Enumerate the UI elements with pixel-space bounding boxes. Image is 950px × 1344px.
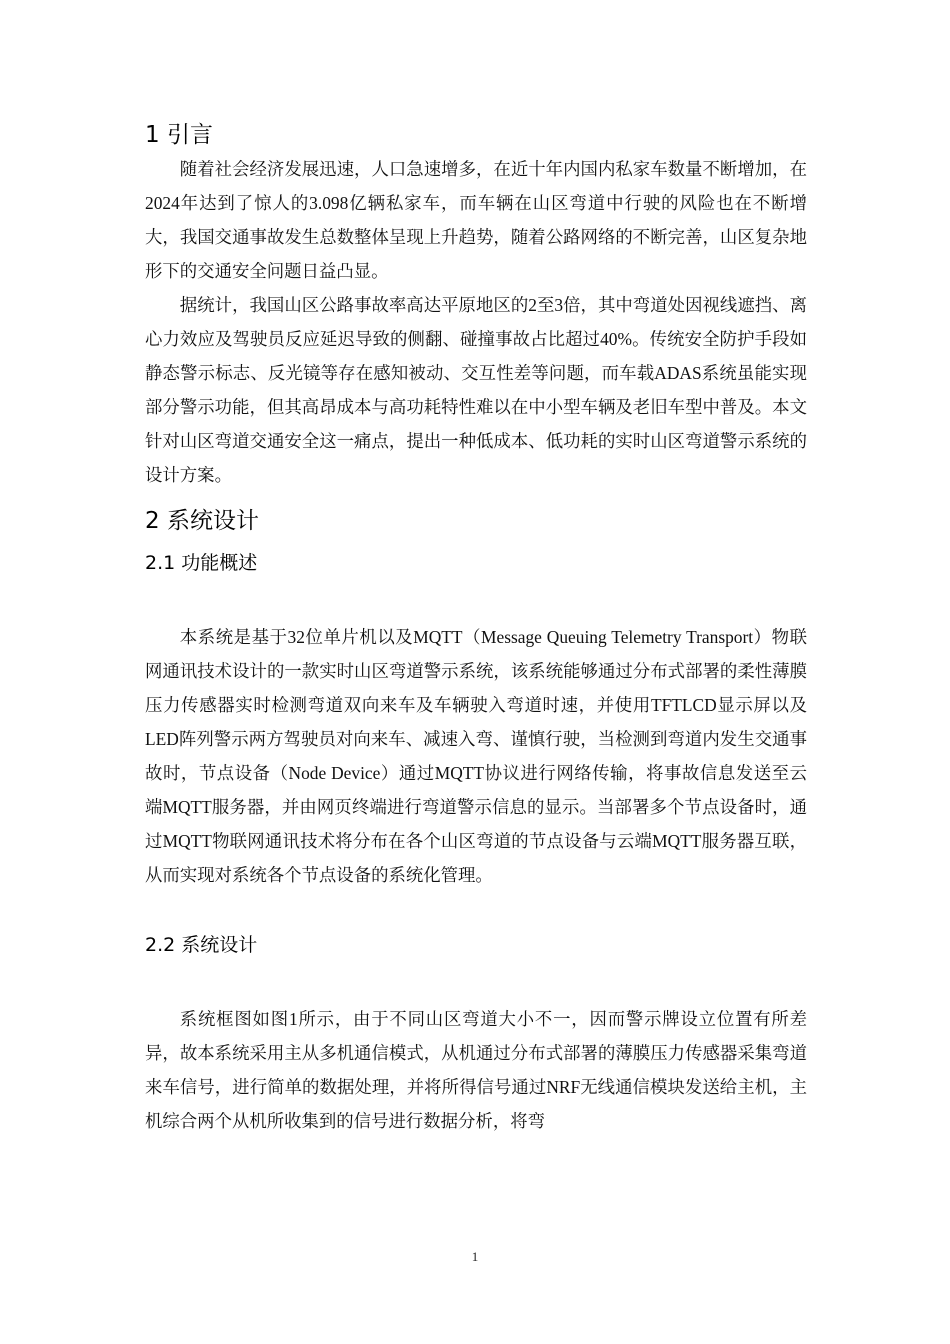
paragraph: 据统计，我国山区公路事故率高达平原地区的2至3倍，其中弯道处因视线遮挡、离心力效应及驾驶员反应延迟导致的侧翻、碰撞事故占比超过40%。传统安全防护手段如静态警示标志、反光镜等存在感知被动、交互性差等问题，而车载ADAS系统虽能实现部分警示功能，但其高昂成本与高功耗特性难以在中小型车辆及老旧车型中普及。本文针对山区弯道交通安全这一痛点，提出一种低成本、低功耗的实时山区弯道警示系统的设计方案。	[145, 295, 807, 485]
section-heading-system-design: 2 系统设计	[145, 508, 259, 534]
section-heading-introduction: 1 引言	[145, 122, 213, 148]
page-number: 1	[471, 1249, 479, 1264]
subsection-heading-function-overview: 2.1 功能概述	[145, 552, 258, 574]
paragraph: 随着社会经济发展迅速，人口急速增多，在近十年内国内私家车数量不断增加，在2024年达到了惊人的3.098亿辆私家车，而车辆在山区弯道中行驶的风险也在不断增大，我国交通事故发生总数整体呈现上升趋势，随着公路网络的不断完善，山区复杂地形下的交通安全问题日益凸显。	[145, 159, 807, 281]
subsection-heading-system-design: 2.2 系统设计	[145, 934, 258, 956]
paragraph: 系统框图如图1所示，由于不同山区弯道大小不一，因而警示牌设立位置有所差异，故本系统采用主从多机通信模式，从机通过分布式部署的薄膜压力传感器采集弯道来车信号，进行简单的数据处理，并将所得信号通过NRF无线通信模块发送给主机，主机综合两个从机所收集到的信号进行数据分析，将弯	[145, 1009, 807, 1131]
document-body	[145, 118, 807, 1138]
paragraph: 本系统是基于32位单片机以及MQTT（Message Queuing Telemetry Transport）物联网通讯技术设计的一款实时山区弯道警示系统，该系统能够通过分布式部署的柔性薄膜压力传感器实时检测弯道双向来车及车辆驶入弯道时速，并使用TFTLCD显示屏以及LED阵列警示两方驾驶员对向来车、减速入弯、谨慎行驶，当检测到弯道内发生交通事故时，节点设备（Node Device）通过MQTT协议进行网络传输，将事故信息发送至云端MQTT服务器，并由网页终端进行弯道警示信息的显示。当部署多个节点设备时，通过MQTT物联网通讯技术将分布在各个山区弯道的节点设备与云端MQTT服务器互联，从而实现对系统各个节点设备的系统化管理。	[145, 627, 807, 885]
